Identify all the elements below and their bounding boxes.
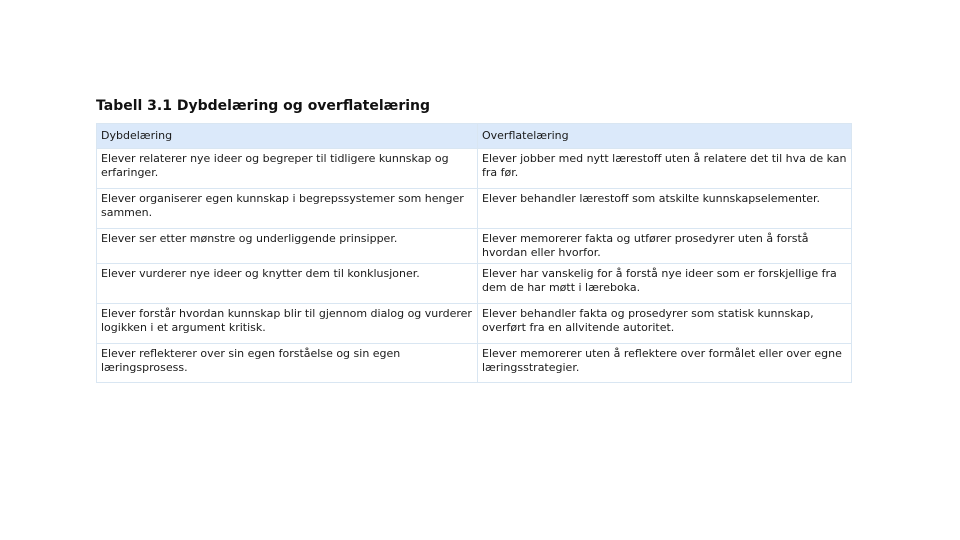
table-row [97, 229, 852, 264]
comparison-table [96, 123, 852, 383]
table-header-row [97, 124, 852, 149]
table-cell: Elever memorerer uten å reflektere over formålet eller over egne læringsstrategier. [478, 344, 852, 383]
table-cell: Elever ser etter mønstre og underliggende prinsipper. [97, 229, 478, 264]
table-cell: Elever jobber med nytt lærestoff uten å relatere det til hva de kan fra før. [478, 149, 852, 189]
table-cell: Elever memorerer fakta og utfører prosedyrer uten å forstå hvordan eller hvorfor. [478, 229, 852, 264]
table-row [97, 304, 852, 344]
table-row [97, 344, 852, 383]
table-cell: Elever behandler fakta og prosedyrer som statisk kunnskap, overført fra en allvitende autoritet. [478, 304, 852, 344]
header-overflatelaering: Overflatelæring [478, 124, 852, 149]
table-row [97, 264, 852, 304]
table-row [97, 189, 852, 229]
header-dybdelaering: Dybdelæring [97, 124, 478, 149]
table-cell: Elever relaterer nye ideer og begreper til tidligere kunnskap og erfaringer. [97, 149, 478, 189]
table-cell: Elever organiserer egen kunnskap i begrepssystemer som henger sammen. [97, 189, 478, 229]
table-cell: Elever reflekterer over sin egen forståelse og sin egen læringsprosess. [97, 344, 478, 383]
table-cell: Elever behandler lærestoff som atskilte kunnskapselementer. [478, 189, 852, 229]
table-title: Tabell 3.1 Dybdelæring og overflatelæring [96, 98, 431, 114]
table-cell: Elever forstår hvordan kunnskap blir til gjennom dialog og vurderer logikken i et argument kritisk. [97, 304, 478, 344]
table-cell: Elever vurderer nye ideer og knytter dem til konklusjoner. [97, 264, 478, 304]
table-cell: Elever har vanskelig for å forstå nye ideer som er forskjellige fra dem de har møtt i læreboka. [478, 264, 852, 304]
table-row [97, 149, 852, 189]
